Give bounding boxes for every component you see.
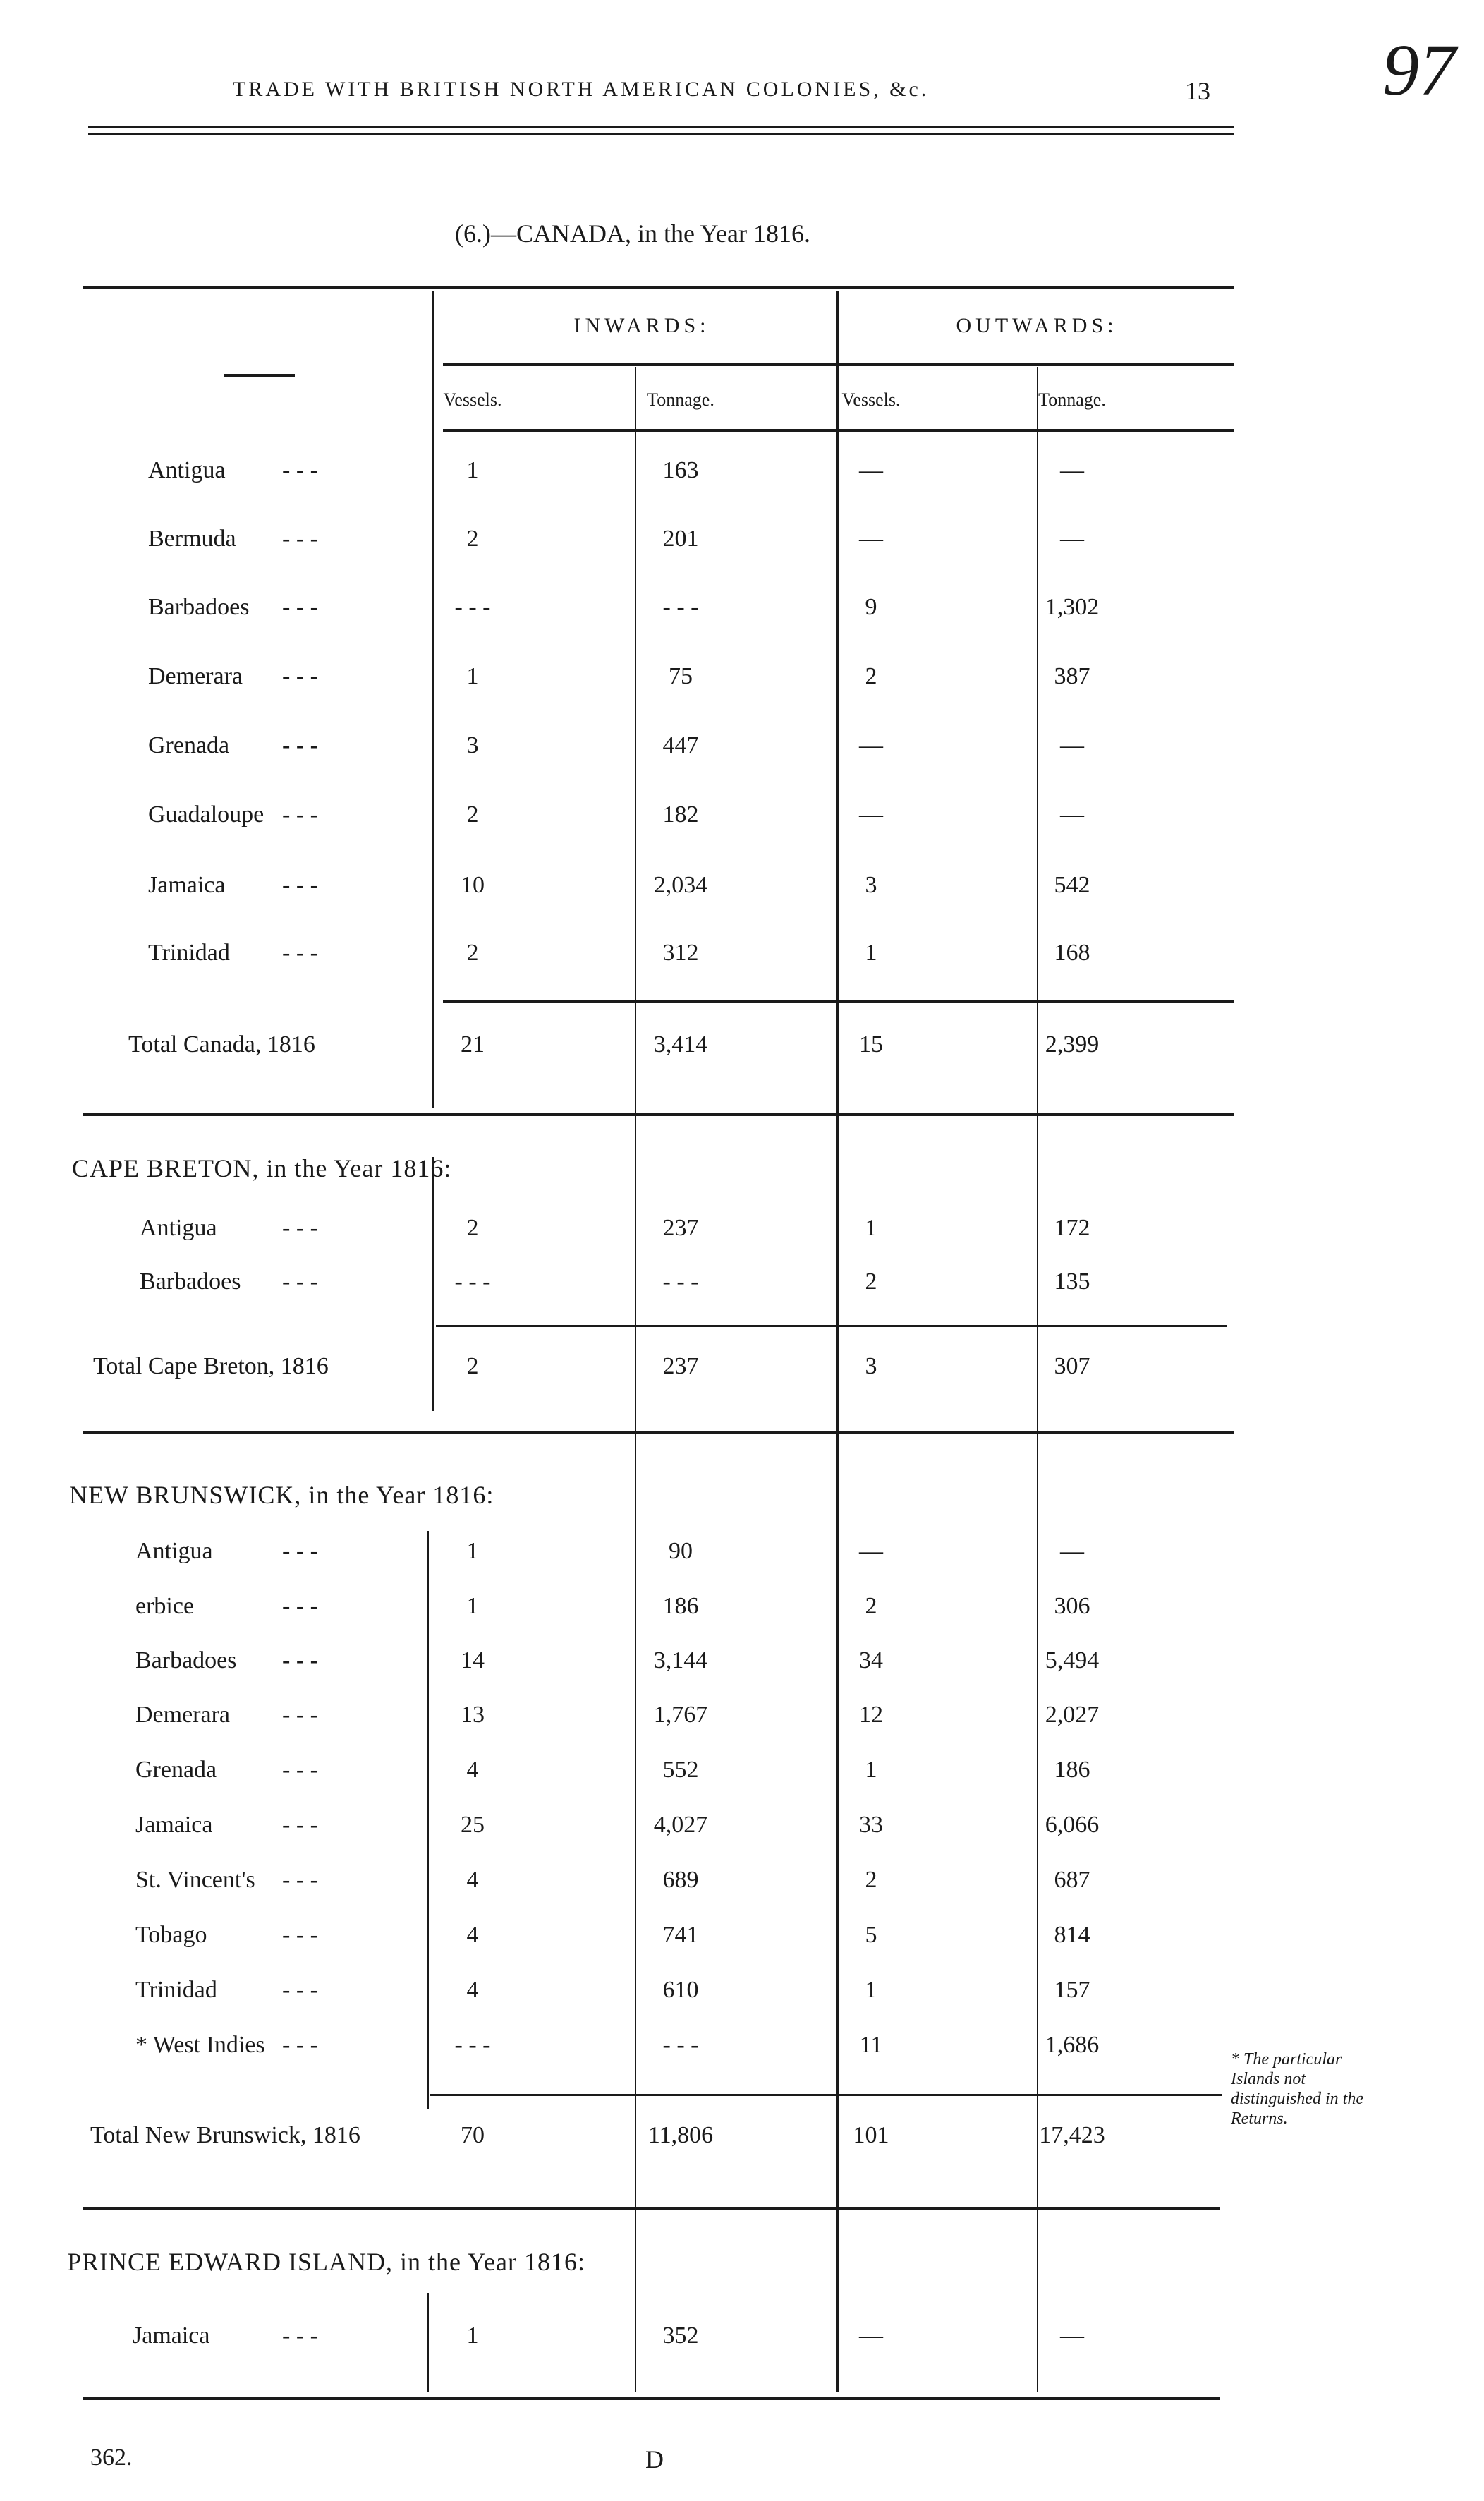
new-brunswick-row-label: Grenada — [135, 1757, 217, 1783]
canada-total-outwards-tonnage: 2,399 — [1045, 1031, 1100, 1058]
canada-outwards-tonnage: — — [1060, 526, 1084, 552]
new-brunswick-inwards-tonnage: 689 — [662, 1867, 699, 1893]
new-brunswick-inwards-tonnage: 741 — [662, 1922, 699, 1948]
new-brunswick-inwards-vessels: 4 — [466, 1922, 479, 1948]
new-brunswick-row-label: Trinidad — [135, 1977, 217, 2003]
canada-row-label: Jamaica — [148, 872, 226, 898]
new-brunswick-outwards-tonnage: 6,066 — [1045, 1812, 1100, 1838]
new-brunswick-row-dots: - - - — [282, 2032, 318, 2058]
canada-inwards-tonnage: - - - — [662, 594, 699, 620]
cape-breton-inwards-vessels: - - - — [454, 1268, 491, 1295]
new-brunswick-row-label: Barbadoes — [135, 1647, 237, 1673]
cape-breton-total-inwards-tonnage: 237 — [662, 1353, 699, 1379]
new-brunswick-outwards-vessels: 5 — [865, 1922, 877, 1948]
new-brunswick-row-label: Antigua — [135, 1538, 213, 1564]
new-brunswick-total-inwards-vessels: 70 — [461, 2122, 485, 2148]
cape-breton-outwards-tonnage: 135 — [1054, 1268, 1090, 1295]
table-top-rule — [83, 286, 1234, 289]
outwards-tonnage-header: Tonnage. — [1038, 389, 1106, 410]
prince-edward-outwards-vessels: — — [859, 2323, 883, 2349]
inwards-vessels-header: Vessels. — [443, 389, 502, 410]
new-brunswick-total-outwards-vessels: 101 — [853, 2122, 889, 2148]
new-brunswick-total-inwards-tonnage: 11,806 — [647, 2122, 714, 2148]
canada-outwards-tonnage: 168 — [1054, 940, 1090, 966]
canada-outwards-tonnage: 1,302 — [1045, 594, 1100, 620]
canada-row-dots: - - - — [282, 663, 318, 689]
outwards-vessels-header: Vessels. — [841, 389, 901, 410]
new-brunswick-outwards-vessels: 1 — [865, 1757, 877, 1783]
new-brunswick-inwards-tonnage: - - - — [662, 2032, 699, 2058]
canada-row-label: Demerara — [148, 663, 243, 689]
canada-inwards-tonnage: 201 — [662, 526, 699, 552]
canada-outwards-vessels: 3 — [865, 872, 877, 898]
canada-row-dots: - - - — [282, 872, 318, 898]
new-brunswick-outwards-tonnage: 5,494 — [1045, 1647, 1100, 1673]
new-brunswick-inwards-vessels: 25 — [461, 1812, 485, 1838]
new-brunswick-inwards-vessels: 14 — [461, 1647, 485, 1673]
new-brunswick-inwards-tonnage: 90 — [669, 1538, 693, 1564]
canada-row-label: Barbadoes — [148, 594, 250, 620]
new-brunswick-row-dots: - - - — [282, 1647, 318, 1673]
prince-edward-inwards-vessels: 1 — [466, 2323, 479, 2349]
canada-outwards-vessels: 2 — [865, 663, 877, 689]
canada-inwards-tonnage: 163 — [662, 457, 699, 483]
cape-breton-row-dots: - - - — [282, 1268, 318, 1295]
canada-outwards-vessels: — — [859, 732, 883, 758]
new-brunswick-inwards-tonnage: 552 — [662, 1757, 699, 1783]
page-number: 13 — [1185, 77, 1210, 105]
new-brunswick-inwards-vessels: 4 — [466, 1977, 479, 2003]
prince-edward-title: PRINCE EDWARD ISLAND, in the Year 1816: — [67, 2248, 585, 2276]
canada-inwards-vessels: 1 — [466, 457, 479, 483]
canada-inwards-vessels: 3 — [466, 732, 479, 758]
cape-breton-outwards-tonnage: 172 — [1054, 1215, 1090, 1241]
canada-row-dots: - - - — [282, 457, 318, 483]
prince-edward-inwards-tonnage: 352 — [662, 2323, 699, 2349]
canada-outwards-vessels: — — [859, 457, 883, 483]
new-brunswick-outwards-vessels: 2 — [865, 1593, 877, 1619]
new-brunswick-row-label: Demerara — [135, 1702, 231, 1728]
cape-breton-row-dots: - - - — [282, 1215, 318, 1241]
canada-inwards-vessels: 2 — [466, 526, 479, 552]
new-brunswick-outwards-vessels: 33 — [859, 1812, 883, 1838]
canada-section-rule — [83, 1113, 1234, 1116]
canada-inwards-tonnage: 447 — [662, 732, 699, 758]
new-brunswick-outwards-vessels: 11 — [859, 2032, 883, 2058]
canada-outwards-tonnage: — — [1060, 801, 1084, 828]
canada-outwards-tonnage: — — [1060, 457, 1084, 483]
canada-row-dots: - - - — [282, 526, 318, 552]
new-brunswick-row-dots: - - - — [282, 1812, 318, 1838]
running-header: TRADE WITH BRITISH NORTH AMERICAN COLONIES, &c. — [233, 78, 930, 101]
canada-outwards-tonnage: 542 — [1054, 872, 1090, 898]
cape-breton-total-outwards-tonnage: 307 — [1054, 1353, 1090, 1379]
canada-row-dots: - - - — [282, 594, 318, 620]
cape-breton-outwards-vessels: 2 — [865, 1268, 877, 1295]
header-rule-top — [88, 126, 1234, 128]
footnote-west-indies: * The particular Islands not distinguished in the Returns. — [1231, 2050, 1363, 2128]
canada-outwards-vessels: — — [859, 801, 883, 828]
outwards-header: OUTWARDS: — [956, 314, 1118, 337]
new-brunswick-title: NEW BRUNSWICK, in the Year 1816: — [69, 1481, 494, 1509]
new-brunswick-outwards-vessels: 1 — [865, 1977, 877, 2003]
new-brunswick-outwards-tonnage: 306 — [1054, 1593, 1090, 1619]
new-brunswick-inwards-vessels: 1 — [466, 1538, 479, 1564]
new-brunswick-total-outwards-tonnage: 17,423 — [1039, 2122, 1105, 2148]
footer-signature-letter: D — [645, 2445, 664, 2473]
cape-breton-subtotal-rule — [436, 1325, 1227, 1327]
canada-total-outwards-vessels: 15 — [859, 1031, 883, 1058]
cape-breton-total-label: Total Cape Breton, 1816 — [93, 1353, 329, 1379]
new-brunswick-row-dots: - - - — [282, 1922, 318, 1948]
cape-breton-total-inwards-vessels: 2 — [466, 1353, 479, 1379]
inwards-header: INWARDS: — [573, 314, 710, 337]
new-brunswick-outwards-vessels: 2 — [865, 1867, 877, 1893]
new-brunswick-outwards-tonnage: 687 — [1054, 1867, 1090, 1893]
inwards-tonnage-header: Tonnage. — [647, 389, 714, 410]
new-brunswick-inwards-vessels: 1 — [466, 1593, 479, 1619]
canada-total-inwards-vessels: 21 — [461, 1031, 485, 1058]
cape-breton-inwards-vessels: 2 — [466, 1215, 479, 1241]
canada-inwards-tonnage: 75 — [669, 663, 693, 689]
new-brunswick-outwards-tonnage: — — [1060, 1538, 1084, 1564]
new-brunswick-inwards-tonnage: 1,767 — [653, 1702, 708, 1728]
new-brunswick-outwards-tonnage: 1,686 — [1045, 2032, 1100, 2058]
cape-breton-inwards-tonnage: 237 — [662, 1215, 699, 1241]
prince-edward-row-label: Jamaica — [133, 2323, 210, 2349]
new-brunswick-row-dots: - - - — [282, 1702, 318, 1728]
new-brunswick-inwards-vessels: 4 — [466, 1867, 479, 1893]
label-column-dash — [224, 374, 295, 377]
canada-row-label: Trinidad — [148, 940, 230, 966]
new-brunswick-row-label: erbice — [135, 1593, 195, 1619]
canada-inwards-tonnage: 312 — [662, 940, 699, 966]
canada-total-label: Total Canada, 1816 — [128, 1031, 315, 1058]
canada-inwards-vessels: 2 — [466, 940, 479, 966]
canada-inwards-tonnage: 182 — [662, 801, 699, 828]
canada-outwards-vessels: — — [859, 526, 883, 552]
prince-edward-row-dots: - - - — [282, 2323, 318, 2349]
new-brunswick-row-dots: - - - — [282, 1593, 318, 1619]
canada-row-label: Antigua — [148, 457, 226, 483]
new-brunswick-row-dots: - - - — [282, 1867, 318, 1893]
cape-breton-outwards-vessels: 1 — [865, 1215, 877, 1241]
canada-inwards-vessels: 2 — [466, 801, 479, 828]
cape-breton-section-rule — [83, 1431, 1234, 1434]
table-bottom-rule — [83, 2397, 1220, 2400]
new-brunswick-inwards-vessels: 13 — [461, 1702, 485, 1728]
new-brunswick-row-label: St. Vincent's — [135, 1867, 255, 1893]
new-brunswick-row-label: Jamaica — [135, 1812, 213, 1838]
new-brunswick-inwards-vessels: 4 — [466, 1757, 479, 1783]
canada-row-dots: - - - — [282, 801, 318, 828]
new-brunswick-row-dots: - - - — [282, 1757, 318, 1783]
new-brunswick-row-dots: - - - — [282, 1538, 318, 1564]
new-brunswick-inwards-tonnage: 610 — [662, 1977, 699, 2003]
canada-inwards-vessels: 10 — [461, 872, 485, 898]
new-brunswick-total-label: Total New Brunswick, 1816 — [90, 2122, 360, 2148]
new-brunswick-inwards-vessels: - - - — [454, 2032, 491, 2058]
folio-mark: 97 — [1382, 30, 1456, 111]
new-brunswick-outwards-vessels: 34 — [859, 1647, 883, 1673]
new-brunswick-inwards-tonnage: 4,027 — [653, 1812, 708, 1838]
canada-outwards-tonnage: 387 — [1054, 663, 1090, 689]
column-divider-1 — [432, 291, 434, 1108]
cape-breton-row-label: Antigua — [140, 1215, 217, 1241]
canada-outwards-vessels: 1 — [865, 940, 877, 966]
new-brunswick-outwards-tonnage: 186 — [1054, 1757, 1090, 1783]
new-brunswick-row-dots: - - - — [282, 1977, 318, 2003]
new-brunswick-section-rule — [83, 2207, 1220, 2210]
new-brunswick-subtotal-rule — [430, 2094, 1222, 2096]
canada-row-label: Grenada — [148, 732, 230, 758]
new-brunswick-inwards-tonnage: 186 — [662, 1593, 699, 1619]
canada-inwards-vessels: - - - — [454, 594, 491, 620]
cape-breton-title: CAPE BRETON, in the Year 1816: — [72, 1154, 452, 1182]
header-rule-bottom — [88, 133, 1234, 135]
new-brunswick-outwards-tonnage: 2,027 — [1045, 1702, 1100, 1728]
table-title: (6.)—CANADA, in the Year 1816. — [455, 219, 810, 248]
prince-edward-outwards-tonnage: — — [1060, 2323, 1084, 2349]
footer-signature-number: 362. — [90, 2445, 133, 2471]
canada-outwards-tonnage: — — [1060, 732, 1084, 758]
canada-inwards-vessels: 1 — [466, 663, 479, 689]
canada-inwards-tonnage: 2,034 — [653, 872, 708, 898]
canada-row-dots: - - - — [282, 732, 318, 758]
canada-row-label: Guadaloupe — [148, 801, 264, 828]
cape-breton-inwards-tonnage: - - - — [662, 1268, 699, 1295]
new-brunswick-row-label: Tobago — [135, 1922, 207, 1948]
new-brunswick-row-label: * West Indies — [135, 2032, 265, 2058]
new-brunswick-inwards-tonnage: 3,144 — [653, 1647, 708, 1673]
new-brunswick-outwards-tonnage: 157 — [1054, 1977, 1090, 2003]
cape-breton-total-outwards-vessels: 3 — [865, 1353, 877, 1379]
canada-row-label: Bermuda — [148, 526, 236, 552]
new-brunswick-outwards-vessels: — — [859, 1538, 883, 1564]
canada-row-dots: - - - — [282, 940, 318, 966]
new-brunswick-outwards-vessels: 12 — [859, 1702, 883, 1728]
canada-total-inwards-tonnage: 3,414 — [653, 1031, 708, 1058]
cape-breton-row-label: Barbadoes — [140, 1268, 241, 1295]
canada-outwards-vessels: 9 — [865, 594, 877, 620]
new-brunswick-outwards-tonnage: 814 — [1054, 1922, 1090, 1948]
